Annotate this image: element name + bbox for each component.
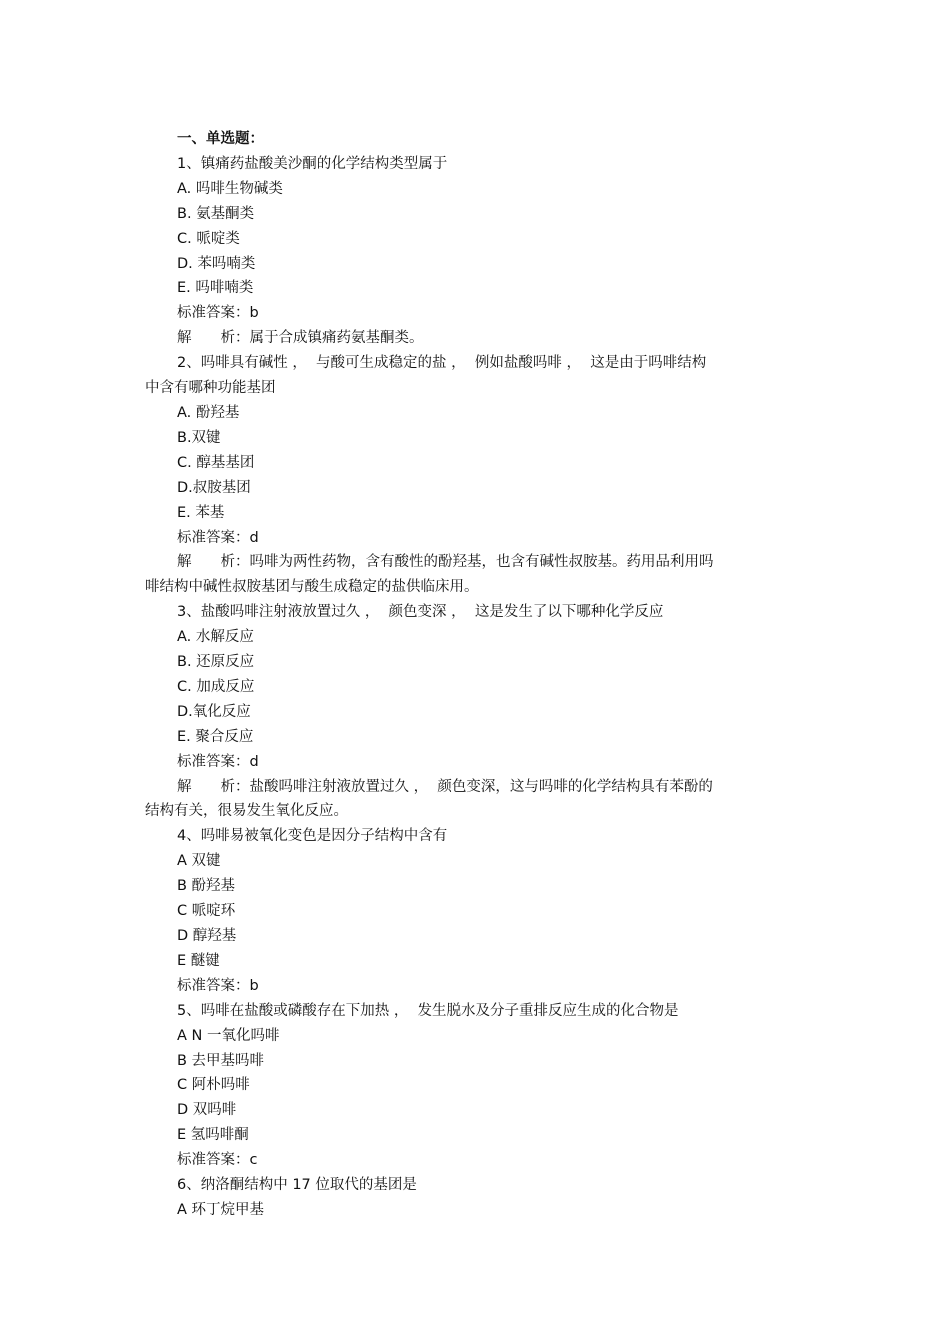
- question-stem-5: 5、吗啡在盐酸或磷酸存在下加热 ， 发生脱水及分子重排反应生成的化合物是: [177, 1002, 679, 1019]
- option-6a: A 环丁烷甲基: [177, 1201, 265, 1218]
- option-3c: C. 加成反应: [177, 678, 255, 695]
- option-2d: D.叔胺基团: [177, 479, 251, 496]
- option-5d: D 双吗啡: [177, 1102, 237, 1119]
- answer-1: 标准答案：b: [177, 305, 259, 322]
- option-1b: B. 氨基酮类: [177, 205, 255, 222]
- option-5b: B 去甲基吗啡: [177, 1052, 265, 1069]
- option-5c: C 阿朴吗啡: [177, 1077, 250, 1094]
- question-stem-2-line2: 中含有哪种功能基团: [145, 380, 276, 397]
- option-4a: A 双键: [177, 853, 221, 870]
- option-3a: A. 水解反应: [177, 629, 254, 646]
- option-1e: E. 吗啡喃类: [177, 280, 254, 297]
- answer-3: 标准答案：d: [177, 753, 259, 770]
- option-2c: C. 醇基基团: [177, 454, 255, 471]
- answer-5: 标准答案：c: [177, 1152, 258, 1169]
- analysis-2-line1: 解 析：吗啡为两性药物，含有酸性的酚羟基，也含有碱性叔胺基。药用品利用吗: [177, 554, 714, 571]
- option-2b: B.双键: [177, 429, 221, 446]
- option-4c: C 哌啶环: [177, 903, 236, 920]
- option-2a: A. 酚羟基: [177, 404, 240, 421]
- option-4e: E 醚键: [177, 952, 220, 969]
- option-1a: A. 吗啡生物碱类: [177, 180, 283, 197]
- answer-4: 标准答案：b: [177, 977, 259, 994]
- option-3e: E. 聚合反应: [177, 728, 254, 745]
- option-1c: C. 哌啶类: [177, 230, 240, 247]
- option-5e: E 氢吗啡酮: [177, 1127, 249, 1144]
- option-5a: A N 一氧化吗啡: [177, 1027, 280, 1044]
- section-title: 一、单选题：: [177, 131, 264, 147]
- answer-2: 标准答案：d: [177, 529, 259, 546]
- option-3b: B. 还原反应: [177, 654, 255, 671]
- document-body: [145, 127, 805, 1223]
- option-3d: D.氧化反应: [177, 703, 251, 720]
- option-4b: B 酚羟基: [177, 878, 236, 895]
- analysis-3-line2: 结构有关，很易发生氧化反应。: [145, 803, 348, 820]
- option-4d: D 醇羟基: [177, 928, 237, 944]
- question-stem-2-line1: 2、吗啡具有碱性 ， 与酸可生成稳定的盐 ， 例如盐酸吗啡 ， 这是由于吗啡结构: [177, 355, 707, 372]
- question-stem-6: 6、纳洛酮结构中 17 位取代的基团是: [177, 1177, 417, 1194]
- option-2e: E. 苯基: [177, 504, 225, 521]
- question-stem-1: 1、镇痛药盐酸美沙酮的化学结构类型属于: [177, 155, 448, 172]
- analysis-2-line2: 啡结构中碱性叔胺基团与酸生成稳定的盐供临床用。: [145, 579, 479, 596]
- analysis-3-line1: 解 析：盐酸吗啡注射液放置过久 ， 颜色变深，这与吗啡的化学结构具有苯酚的: [177, 778, 713, 795]
- analysis-1: 解 析：属于合成镇痛药氨基酮类。: [177, 330, 424, 347]
- question-stem-4: 4、吗啡易被氧化变色是因分子结构中含有: [177, 828, 448, 845]
- question-stem-3: 3、盐酸吗啡注射液放置过久 ， 颜色变深 ， 这是发生了以下哪种化学反应: [177, 604, 664, 621]
- option-1d: D. 苯吗喃类: [177, 255, 256, 272]
